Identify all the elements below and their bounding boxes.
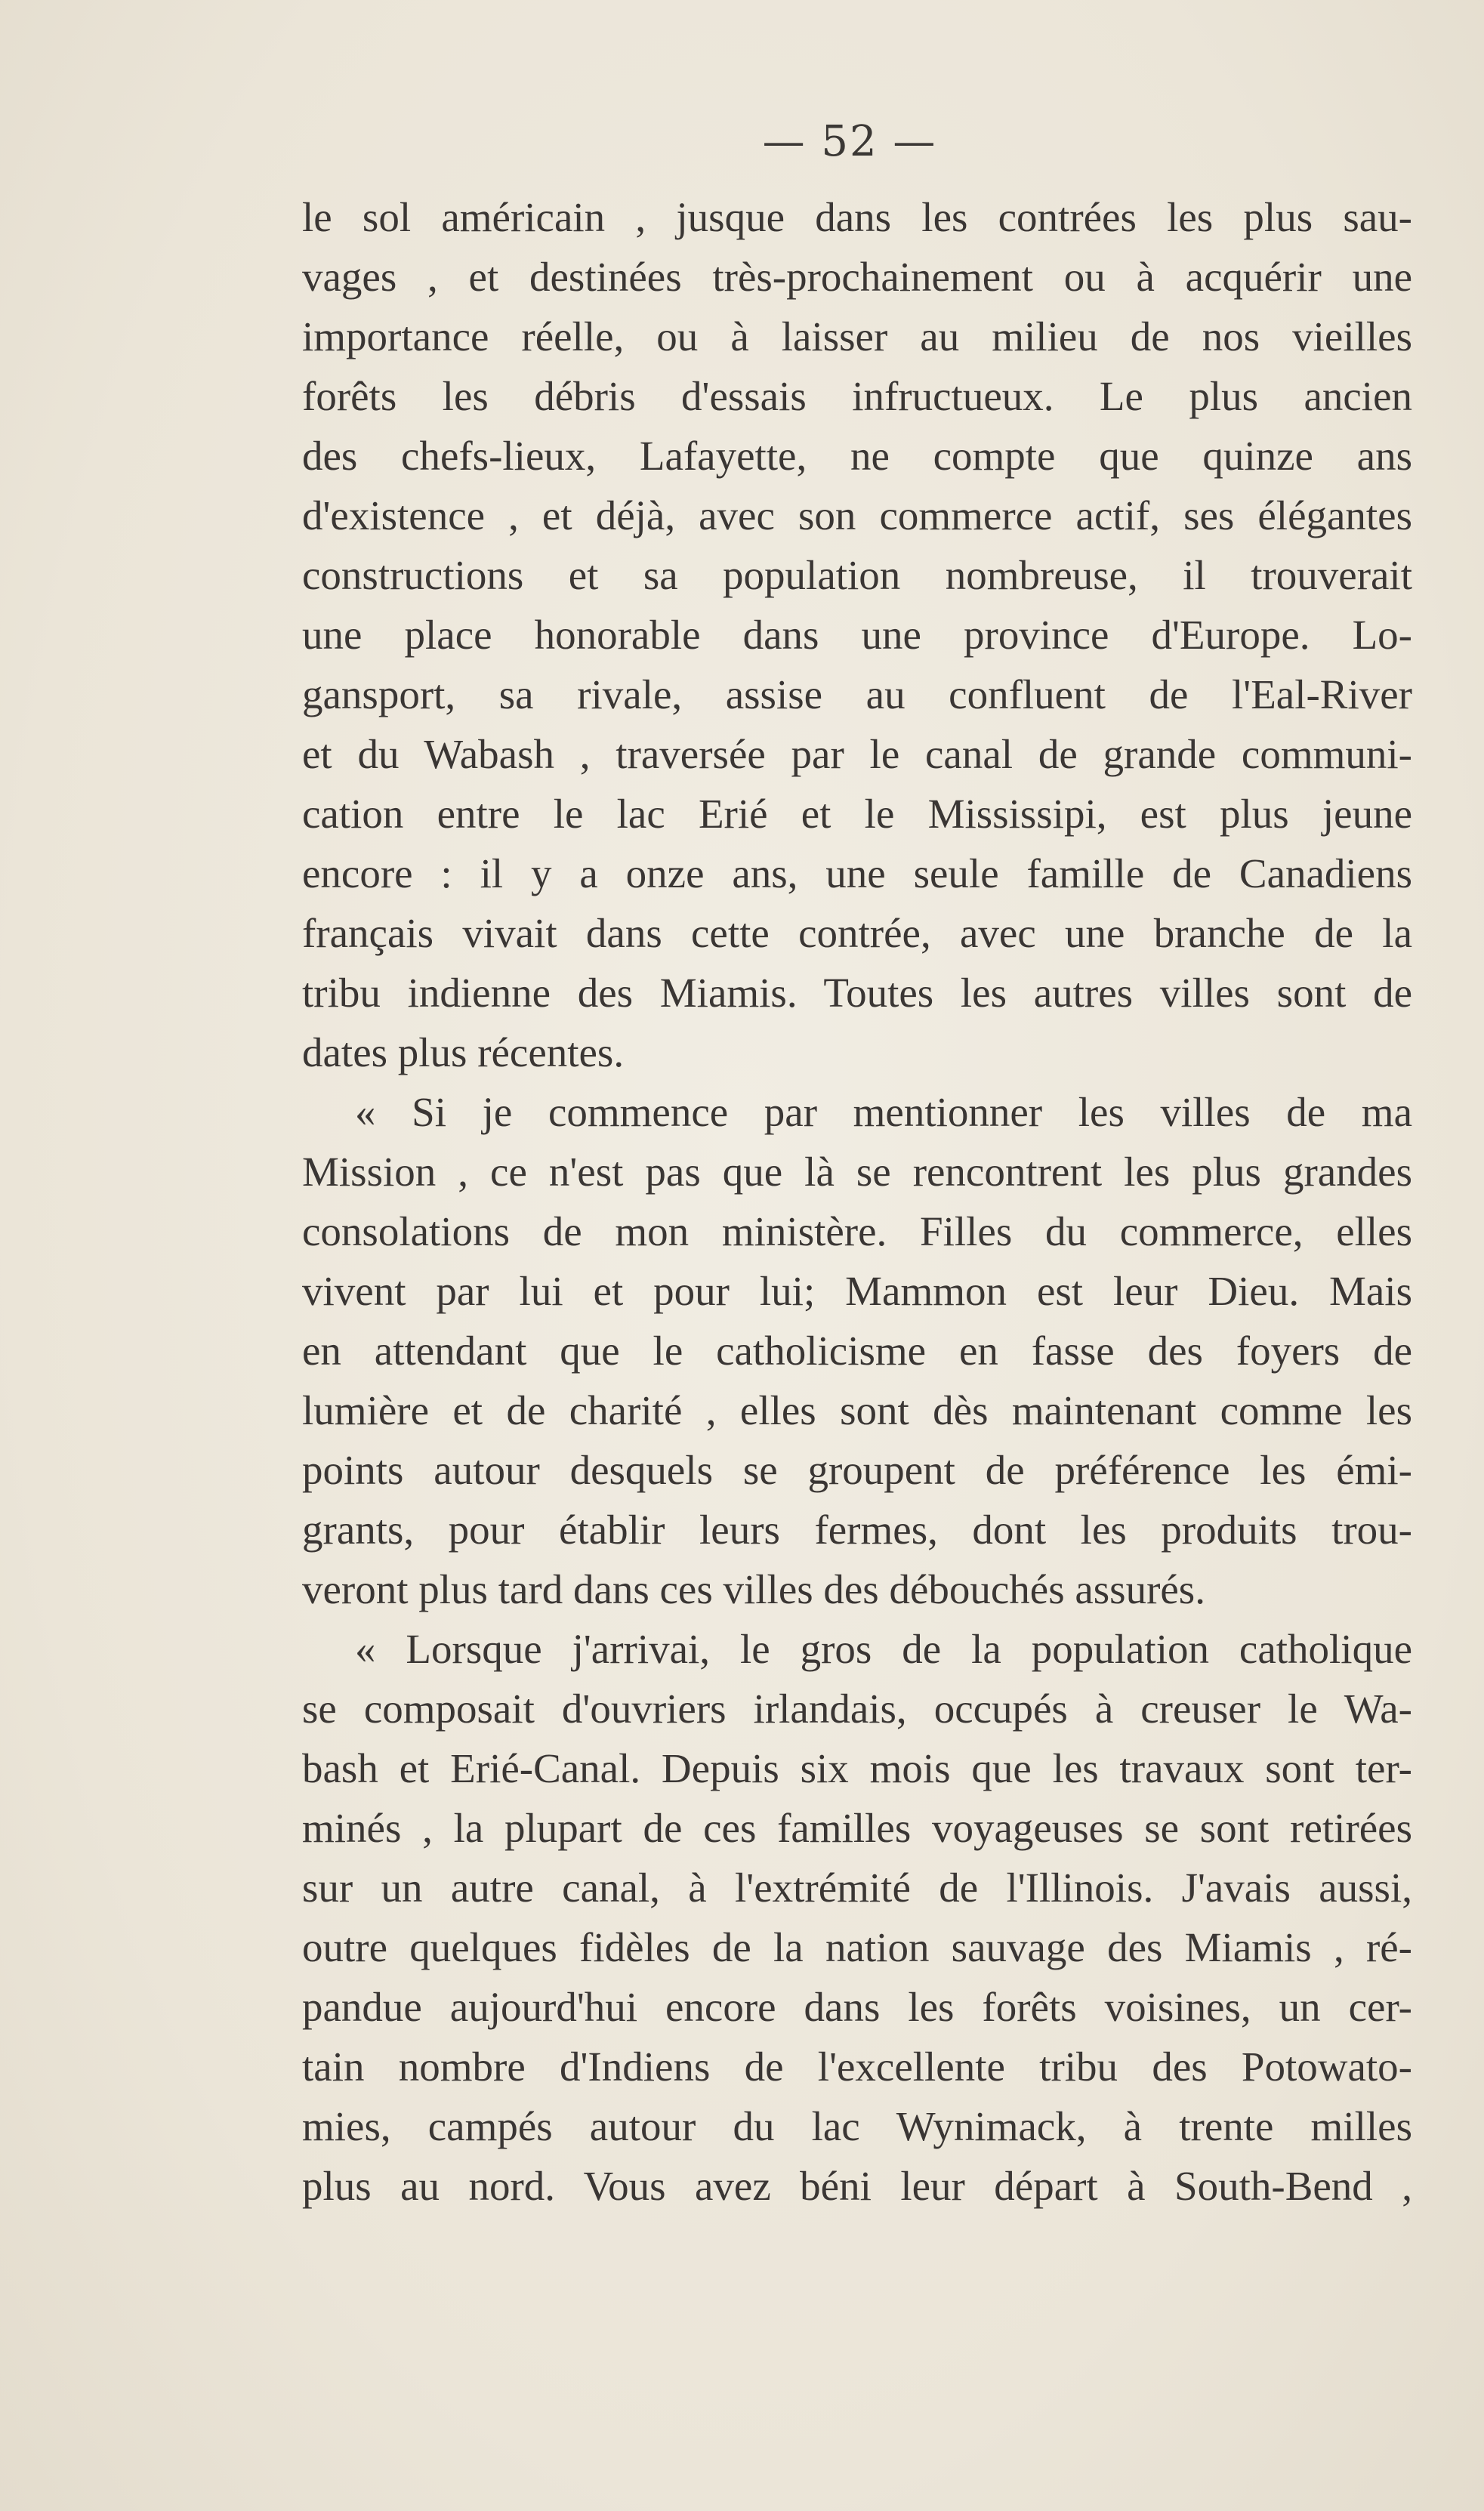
text-line: plus au nord. Vous avez béni leur départ à South-Bend ,	[302, 2163, 1412, 2209]
text-line: veront plus tard dans ces villes des débouchés assurés.	[302, 1566, 1205, 1612]
text-line: grants, pour établir leurs fermes, dont les produits trou-	[302, 1507, 1412, 1553]
text-line: dates plus récentes.	[302, 1029, 625, 1075]
text-line: bash et Erié-Canal. Depuis six mois que les travaux sont ter-	[302, 1745, 1412, 1791]
text-line: pandue aujourd'hui encore dans les forêts voisines, un cer-	[302, 1984, 1412, 2030]
text-line: français vivait dans cette contrée, avec une branche de la	[302, 910, 1412, 956]
text-line: gansport, sa rivale, assise au confluent de l'Eal-River	[302, 671, 1412, 717]
text-line: consolations de mon ministère. Filles du commerce, elles	[302, 1208, 1412, 1254]
text-line: en attendant que le catholicisme en fasse des foyers de	[302, 1328, 1412, 1374]
text-line: outre quelques fidèles de la nation sauvage des Miamis , ré-	[302, 1924, 1412, 1970]
text-line: tribu indienne des Miamis. Toutes les autres villes sont de	[302, 970, 1412, 1016]
text-line: Mission , ce n'est pas que là se rencontrent les plus grandes	[302, 1149, 1412, 1195]
text-line: cation entre le lac Erié et le Mississipi, est plus jeune	[302, 791, 1412, 837]
text-line: minés , la plupart de ces familles voyageuses se sont retirées	[302, 1805, 1412, 1851]
text-line: le sol américain , jusque dans les contrées les plus sau-	[302, 194, 1412, 240]
text-line: vivent par lui et pour lui; Mammon est leur Dieu. Mais	[302, 1268, 1412, 1314]
text-line: une place honorable dans une province d'Europe. Lo-	[302, 612, 1412, 658]
text-line: forêts les débris d'essais infructueux. Le plus ancien	[302, 373, 1412, 419]
text-line: et du Wabash , traversée par le canal de grande communi-	[302, 731, 1412, 777]
text-line: importance réelle, ou à laisser au milieu de nos vieilles	[302, 313, 1412, 359]
text-line: d'existence , et déjà, avec son commerce actif, ses élégantes	[302, 492, 1412, 538]
text-line: points autour desquels se groupent de préférence les émi-	[302, 1447, 1412, 1493]
text-line: vages , et destinées très-prochainement ou à acquérir une	[302, 254, 1412, 300]
text-line: « Lorsque j'arrivai, le gros de la population catholique	[355, 1626, 1412, 1672]
text-line: lumière et de charité , elles sont dès maintenant comme les	[302, 1387, 1412, 1433]
text-line: des chefs-lieux, Lafayette, ne compte que quinze ans	[302, 433, 1412, 479]
text-line: se composait d'ouvriers irlandais, occupés à creuser le Wa-	[302, 1686, 1412, 1732]
text-line: « Si je commence par mentionner les villes de ma	[355, 1089, 1412, 1135]
text-line: tain nombre d'Indiens de l'excellente tribu des Potowato-	[302, 2044, 1412, 2090]
page-number: — 52 —	[762, 117, 937, 166]
text-line: constructions et sa population nombreuse, il trouverait	[302, 552, 1412, 598]
text-line: mies, campés autour du lac Wynimack, à trente milles	[302, 2103, 1412, 2149]
body-text	[302, 187, 1412, 2216]
text-line: sur un autre canal, à l'extrémité de l'Illinois. J'avais aussi,	[302, 1865, 1412, 1911]
text-line: encore : il y a onze ans, une seule famille de Canadiens	[302, 850, 1412, 896]
